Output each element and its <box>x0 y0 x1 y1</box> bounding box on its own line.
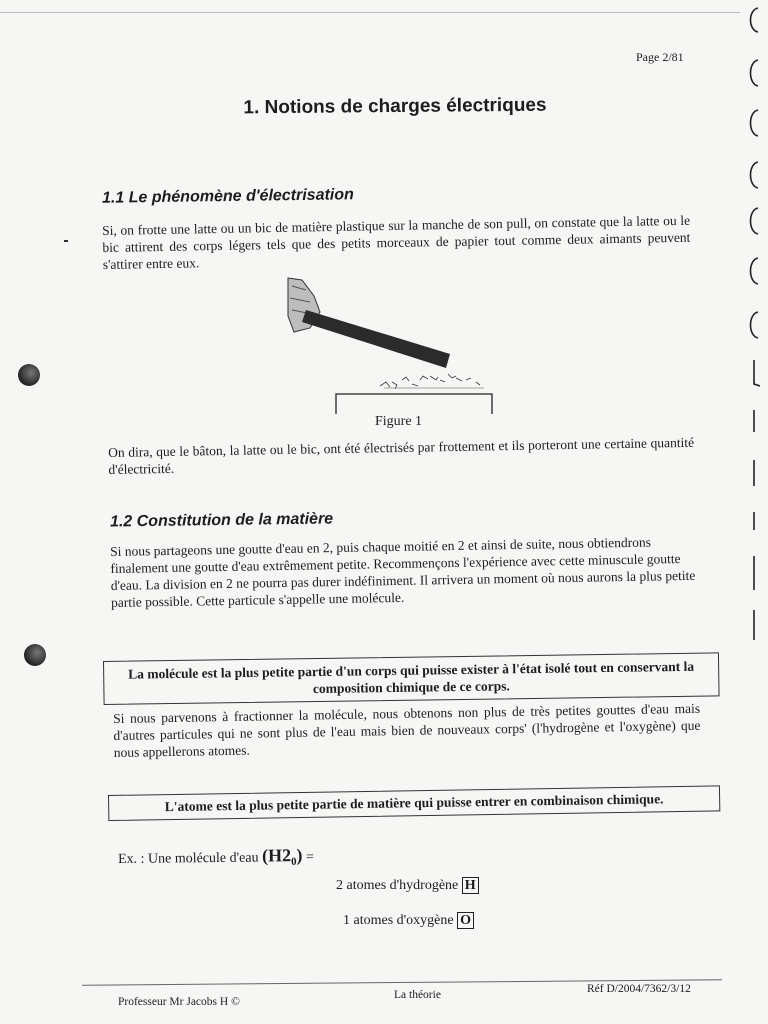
rod <box>302 310 450 368</box>
electrisation-conclusion: On dira, que le bâton, la latte ou le bic, ont été électrisés par frottement et ils porteront une certaine quantité d'électricité. <box>108 434 695 477</box>
punch-hole-icon <box>24 644 46 666</box>
example-prefix: Ex. : Une molécule d'eau <box>117 850 259 868</box>
section-heading-matiere: 1.2 Constitution de la matière <box>109 510 334 531</box>
section-heading-electrisation: 1.1 Le phénomène d'électrisation <box>101 186 354 207</box>
paper-pieces <box>380 374 484 389</box>
hydrogen-symbol: H <box>462 877 479 894</box>
footer-center: La théorie <box>394 989 441 1001</box>
hydrogen-text: 2 atomes d'hydrogène <box>336 878 459 893</box>
top-rule <box>0 12 740 13</box>
example-equals: = <box>305 849 314 866</box>
stray-mark <box>64 240 68 242</box>
electrisation-paragraph: Si, on frotte une latte ou un bic de matière plastique sur la manche de son pull, on constate que la latte ou le bic attirent des corps légers tels que des petits morceaux de papier tout comme deux aimants peuvent s'attirer entre eux. <box>102 212 691 272</box>
figure-caption: Figure 1 <box>375 414 423 429</box>
figure-rubbed-rod <box>280 276 500 416</box>
footer-author: Professeur Mr Jacobs H © <box>118 996 240 1008</box>
oxygen-text: 1 atomes d'oxygène <box>343 913 454 928</box>
page-title: 1. Notions de charges électriques <box>243 94 547 119</box>
molecule-definition-box: La molécule est la plus petite partie d'un corps qui puisse exister à l'état isolé tout en conservant la composition chimique de ce corps. <box>103 652 720 705</box>
water-example <box>118 845 314 868</box>
footer-reference: Réf D/2004/7362/3/12 <box>587 983 691 995</box>
hydrogen-line <box>336 877 479 894</box>
matiere-paragraph: Si nous partageons une goutte d'eau en 2, puis chaque moitié en 2 et ainsi de suite, nous obtiendrons finalement une goutte d'eau extrêmement petite. Recommençons l'expérience avec cette minuscule goutte d'eau. La division en 2 ne pourra pas durer indéfiniment. Il arrivera un moment où nous aurons la plus petite partie possible. Cette particule s'appelle une molécule. <box>110 534 696 610</box>
oxygen-line <box>343 912 474 929</box>
punch-hole-icon <box>18 364 40 386</box>
atom-paragraph: Si nous parvenons à fractionner la molécule, nous obtenons non plus de très petites gouttes d'eau mais d'autres particules qui ne sont plus de l'eau mais bien de nouveaux corps' (l'hydrogène et l'oxygène) que nous appellerons atomes. <box>113 700 701 760</box>
table-surface <box>336 394 492 414</box>
page-number: Page 2/81 <box>636 50 684 64</box>
atom-definition-box: L'atome est la plus petite partie de matière qui puisse entrer en combinaison chimique. <box>108 785 720 821</box>
oxygen-symbol: O <box>457 912 474 929</box>
binder-rings <box>740 0 768 1024</box>
water-formula: (H2₀) <box>261 845 303 866</box>
